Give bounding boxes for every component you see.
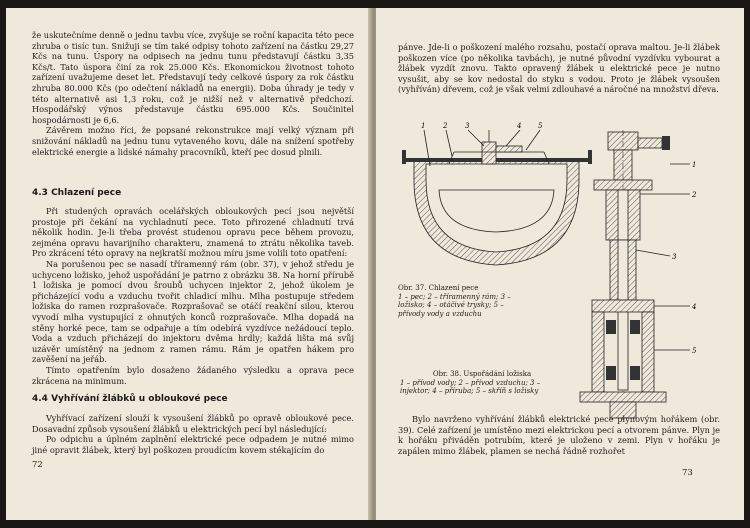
section-heading-4-4: 4.4 Vyhřívání žlábků u obloukové pece <box>32 394 228 404</box>
section-heading-4-3: 4.3 Chlazení pece <box>32 188 122 198</box>
section-4-3-text <box>32 206 354 386</box>
figure-38-title: Obr. 38. Uspořádání ložiska <box>432 370 532 378</box>
figure-38-label: 4 <box>692 303 697 311</box>
figure-38-label: 3 <box>672 253 677 261</box>
right-bottom-text <box>398 414 720 456</box>
paragraph: Vyhřívací zařízení slouží k vysoušení žlábků po opravě obloukové pece. Dosavadní způsob vysoušení žlábků u elektrických pecí byl následující: <box>32 413 354 434</box>
figure-37-title: Obr. 37. Chlazení pece <box>398 284 479 292</box>
figure-38-label: 2 <box>692 191 697 199</box>
paragraph: Při studených opravách ocelářských obloukových pecí jsou největší prostoje při čekání na vychladnutí pece. Toto přirozené chladnutí trvá několik hodin. Je-li třeba provést studenou opravu pece během provozu, zejména opravu havarijního charakteru, znamená to ztrátu několika taveb. Pro zkrácení této opravy na nejkratší možnou míru jsme volili toto opatření: <box>32 206 354 259</box>
section-4-4-text <box>32 413 354 455</box>
figure-38-label: 1 <box>692 161 697 169</box>
right-page <box>376 8 744 520</box>
page-number-right: 73 <box>682 468 693 478</box>
right-top-text <box>398 42 720 95</box>
figure-37-label: 1 <box>421 122 426 130</box>
figure-37-caption <box>398 284 516 318</box>
figure-38-legend: 1 – přívod vody; 2 – přívod vzduchu; 3 – injektor; 4 – příruba; 5 – skříň s ložisky <box>400 378 541 396</box>
paragraph: že uskutečníme denně o jednu tavbu více, zvyšuje se roční kapacita této pece zhruba o tisíc tun. Snižuji se tím také odpisy tohoto zařízení na částku 29,27 Kčs na tunu. Úspory na odpisech na jednu tunu představují částku 3,35 Kčs/t. Tato úspora činí za rok 25.000 Kčs. Ekonomickou životnost tohoto zařízení uvažujeme deset let. Představují tedy celkové úspory za rok částku zhruba 80.000 Kčs (po odečtení nákladů na energii). Doba úhrady je tedy v této alternativě asi 1,3 roku, což je nižší než v alternativě předchozí. Hospodářský výnos představuje částku 695.000 Kčs. Součinitel hospodárnosti je 6,6. <box>32 30 354 125</box>
figure-37-label: 4 <box>517 122 522 130</box>
figure-37-legend: 1 – pec; 2 – tříramenný rám; 3 – ložisko; 4 – otáčivé trysky; 5 – přívody vody a vzduchu <box>398 292 511 318</box>
figure-38-caption <box>400 370 564 396</box>
figure-37-label: 2 <box>443 122 448 130</box>
paragraph: pánve. Jde-li o poškození malého rozsahu, postačí oprava maltou. Je-li žlábek poškozen více (po několika tavbách), je nutné původní vyzdívku vybourat a žlábek vyzdít znovu. Takto opravený žlábek u elektrické pece je nutno vysušit, aby se kov nedostal do styku s vodou. Proto je žlábek vysoušen (vyhříván) dřevem, což je však velmi zdlouhavé a náročné na množství dřeva. <box>398 42 720 95</box>
figure-37-label: 3 <box>465 122 470 130</box>
intro-text <box>32 30 354 157</box>
page-number-left: 72 <box>32 460 43 470</box>
paragraph: Tímto opatřením bylo dosaženo žádaného výsledku a oprava pece zkrácena na minimum. <box>32 364 354 386</box>
figure-38-label: 5 <box>692 347 697 355</box>
paragraph: Závěrem možno říci, že popsané rekonstrukce mají velký význam při snižování nákladů na jednu tunu vytaveného kovu, dále na snížení spotřeby elektrické energie a lidské námahy pracovníků, kteří pec dosud plnili. <box>32 125 354 157</box>
figure-37-label: 5 <box>538 122 543 130</box>
paragraph: Po odpichu a úplném zaplnění elektrické pece odpadem je nutné mimo jiné opravit žlábek, který byl poškozen proudícím kovem stékajícím do <box>32 434 354 455</box>
figure-38-bearing-arrangement <box>570 130 710 430</box>
paragraph: Bylo navrženo vyhřívání žlábků elektrické pece plynovým hořákem (obr. 39). Celé zařízení je umístěno mezi elektrickou pecí a otvorem pánve. Plyn je k hořáku přiváděn potrubím, které je uloženo v zemi. Plyn v hořáku je zapálen mimo žlábek, plamen se nechá řádně rozhořet <box>398 414 720 456</box>
figure-37-furnace-cooling <box>394 120 599 280</box>
left-page <box>6 8 372 520</box>
paragraph: Na porušenou pec se nasadí tříramenný rám (obr. 37), v jehož středu je uchyceno ložisko, jehož uspořádání je patrno z obrázku 38. Na horní přírubě 1 ložiska je pomocí dvou šroubů uchycen injektor 2, jehož úkolem je přicházející vodu a vzduchu tvořit chladicí mlhu. Mlha postupuje středem ložiska do ramen rozprašovače. Rozprašovač se otáčí reakční silou, kterou vyvodí mlha vystupující z ohnutých konců rozprašovače. Mlha dopadá na stěny horké pece, tam se odpařuje a tím odebírá vyzdívce nežádoucí teplo. Voda a vzduch přicházejí do injektoru dvěma hrdly; každá lišta má svůj uzávěr umístěný na jednom z ramen rámu. Rám je opatřen hákem pro zavěšení na jeřáb. <box>32 258 354 365</box>
